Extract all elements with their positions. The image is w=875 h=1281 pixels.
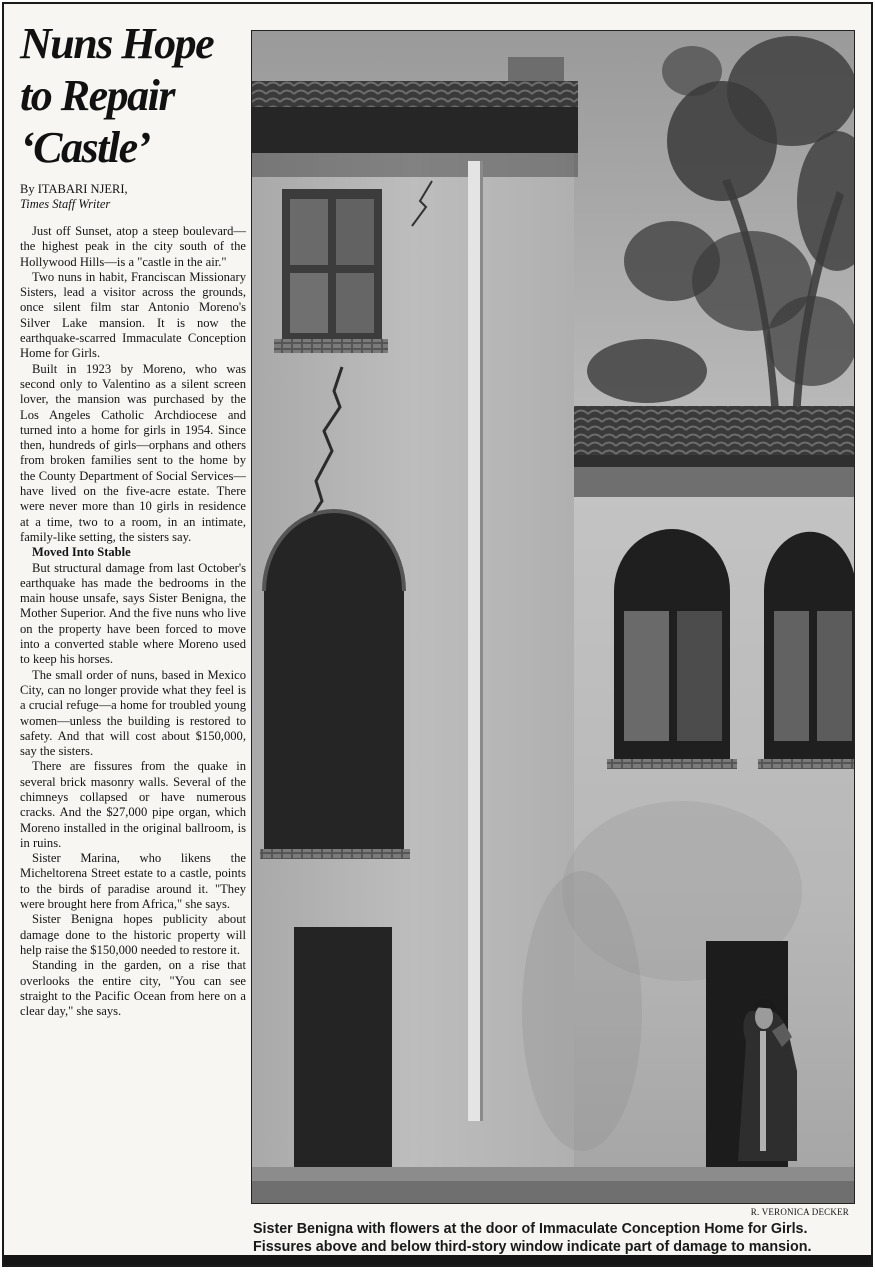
byline bbox=[20, 182, 246, 212]
mansion-photo bbox=[251, 30, 855, 1204]
paragraph: Sister Benigna hopes publicity about damage done to the historic property will help raise the $150,000 needed to restore it. bbox=[20, 912, 246, 957]
caption-line-2: Fissures above and below third-story window indicate part of damage to mansion. bbox=[253, 1239, 812, 1255]
paragraph: But structural damage from last October's earthquake has made the bedrooms in the main house unsafe, says Sister Benigna, the Mother Superior. And the five nuns who live on the property have been forced to move into a converted stable where Moreno used to keep his horses. bbox=[20, 560, 246, 667]
paragraph: Two nuns in habit, Franciscan Missionary Sisters, lead a visitor across the grounds, once silent film star Antonio Moreno's Silver Lake mansion. It is now the earthquake-scarred Immaculate Conception Home for Girls. bbox=[20, 269, 246, 361]
paragraph: Built in 1923 by Moreno, who was second only to Valentino as a silent screen lover, the mansion was purchased by the Los Angeles Catholic Archdiocese and turned into a home for girls in 1954. Since then, hundreds of girls—orphans and others from broken families sent to the home by the County Department of Social Services—have lived on the five-acre estate. There were never more than 10 girls in residence at a time, two to a room, in an intimate, family-like setting, the sisters say. bbox=[20, 361, 246, 544]
paragraph: There are fissures from the quake in several brick masonry walls. Several of the chimneys collapsed or have numerous cracks. And the $27,000 pipe organ, which Moreno installed in the original ballroom, is in ruins. bbox=[20, 759, 246, 850]
arched-window-right-2 bbox=[758, 532, 855, 769]
photo-caption bbox=[253, 1220, 863, 1256]
article-body bbox=[20, 224, 246, 1019]
headline bbox=[20, 18, 246, 174]
byline-staff: Times Staff Writer bbox=[20, 197, 111, 211]
headline-line-1: Nuns Hope bbox=[20, 19, 214, 68]
bottom-rule bbox=[4, 1255, 871, 1265]
arched-window-right-1 bbox=[607, 529, 737, 769]
lower-doorway bbox=[294, 927, 392, 1167]
photo-credit: R. VERONICA DECKER bbox=[750, 1207, 849, 1217]
subhead: Moved Into Stable bbox=[32, 545, 131, 560]
headline-line-3: ‘Castle’ bbox=[20, 123, 150, 172]
door-with-nun bbox=[706, 941, 797, 1167]
newspaper-clipping bbox=[2, 2, 873, 1267]
headline-line-2: to Repair bbox=[20, 71, 174, 120]
arched-opening-tower bbox=[260, 511, 410, 859]
byline-author: By ITABARI NJERI, bbox=[20, 182, 128, 196]
third-story-window bbox=[274, 189, 388, 353]
article-column bbox=[20, 18, 246, 1019]
paragraph: The small order of nuns, based in Mexico City, can no longer provide what they feel is a crucial refuge—a home for troubled young women—unless the building is restored to safety. And that will cost about $150,000, say the sisters. bbox=[20, 667, 246, 759]
paragraph: Sister Marina, who likens the Micheltorena Street estate to a castle, points to the birds of paradise around it. "They were brought here from Africa," she says. bbox=[20, 851, 246, 912]
paragraph: Just off Sunset, atop a steep boulevard—the highest peak in the city south of the Hollywood Hills—is a "castle in the air." bbox=[20, 224, 246, 269]
paragraph: Standing in the garden, on a rise that overlooks the entire city, "You can see straight to the Pacific Ocean from here on a clear day," she says. bbox=[20, 958, 246, 1019]
caption-line-1: Sister Benigna with flowers at the door of Immaculate Conception Home for Girls. bbox=[253, 1221, 808, 1237]
